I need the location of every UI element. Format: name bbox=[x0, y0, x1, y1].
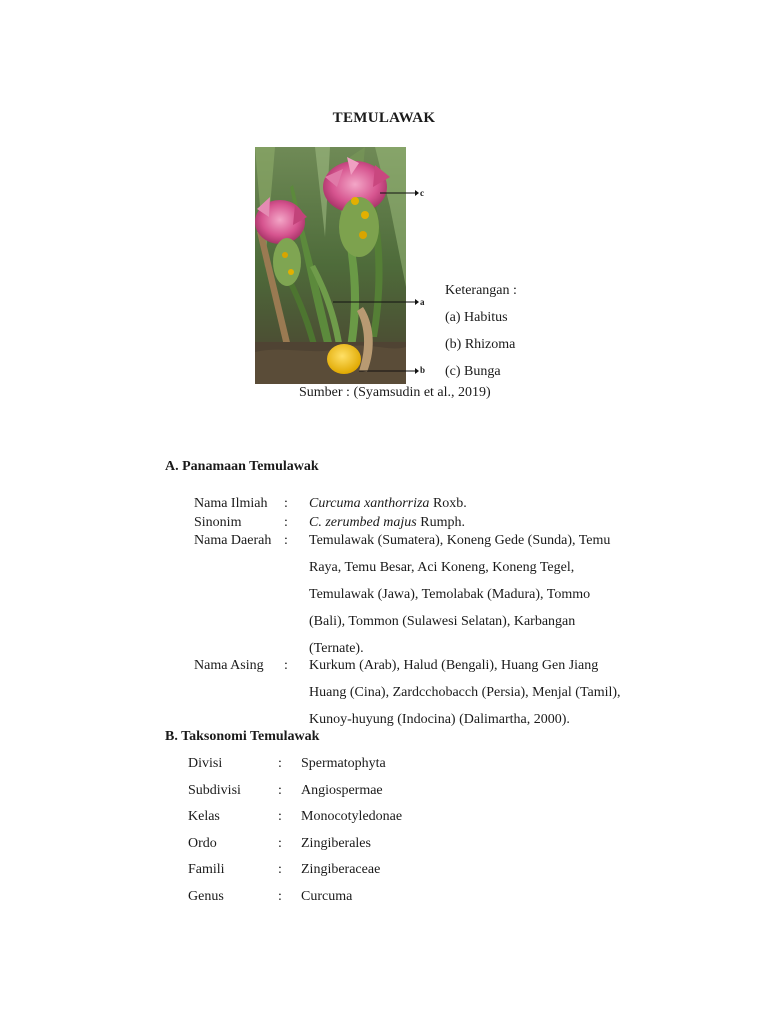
colon: : bbox=[278, 862, 282, 878]
figure-legend bbox=[445, 277, 517, 385]
taxonomy-row bbox=[188, 809, 488, 836]
nama-asing-value bbox=[309, 658, 654, 732]
nama-daerah-line: (Bali), Tommon (Sulawesi Selatan), Karbangan bbox=[309, 614, 576, 629]
taxonomy-value: Angiospermae bbox=[301, 782, 383, 798]
taxonomy-row bbox=[188, 836, 488, 863]
taxonomy-rank: Divisi bbox=[188, 756, 223, 771]
colon: : bbox=[278, 888, 282, 904]
sinonim-value: C. zerumbed majus Rumph. bbox=[309, 515, 465, 530]
taxonomy-rank: Subdivisi bbox=[188, 782, 241, 798]
taxonomy-table bbox=[188, 756, 488, 916]
taxonomy-rank: Ordo bbox=[188, 835, 217, 851]
legend-item-rhizoma: (b) Rhizoma bbox=[445, 337, 516, 352]
taxonomy-value: Zingiberaceae bbox=[301, 862, 381, 878]
colon: : bbox=[278, 782, 282, 798]
section-b-heading: B. Taksonomi Temulawak bbox=[165, 729, 320, 744]
callout-lines bbox=[405, 185, 435, 380]
colon: : bbox=[278, 809, 282, 825]
nama-daerah-line: Temulawak (Jawa), Temolabak (Madura), Tommo bbox=[309, 587, 591, 602]
nama-daerah-value bbox=[309, 533, 654, 661]
taxonomy-row bbox=[188, 862, 488, 889]
callout-c-label: c bbox=[420, 188, 424, 198]
taxonomy-row bbox=[188, 756, 488, 783]
page-title: TEMULAWAK bbox=[332, 110, 436, 126]
taxonomy-row bbox=[188, 783, 488, 810]
nama-daerah-line: Temulawak (Sumatera), Koneng Gede (Sunda), Temu bbox=[309, 533, 611, 548]
nama-daerah-line: (Ternate). bbox=[309, 641, 364, 656]
colon: : bbox=[284, 496, 288, 511]
section-a-heading: A. Panamaan Temulawak bbox=[165, 459, 319, 474]
taxonomy-rank: Famili bbox=[188, 862, 225, 878]
nama-daerah-line: Raya, Temu Besar, Aci Koneng, Koneng Tegel, bbox=[309, 560, 575, 575]
legend-item-habitus: (a) Habitus bbox=[445, 310, 508, 325]
colon: : bbox=[278, 756, 282, 771]
taxonomy-row bbox=[188, 889, 488, 916]
legend-item-bunga: (c) Bunga bbox=[445, 364, 501, 379]
nama-ilmiah-value: Curcuma xanthorriza Roxb. bbox=[309, 496, 467, 511]
taxonomy-rank: Genus bbox=[188, 888, 224, 904]
temulawak-photo bbox=[255, 147, 406, 384]
colon: : bbox=[284, 533, 288, 548]
callout-a-label: a bbox=[420, 297, 425, 307]
nama-asing-line: Huang (Cina), Zardcchobacch (Persia), Menjal (Tamil), bbox=[309, 685, 621, 700]
taxonomy-value: Spermatophyta bbox=[301, 756, 386, 771]
nama-ilmiah-label: Nama Ilmiah bbox=[194, 496, 268, 511]
taxonomy-value: Zingiberales bbox=[301, 835, 371, 851]
colon: : bbox=[284, 515, 288, 530]
legend-heading: Keterangan : bbox=[445, 283, 517, 298]
colon: : bbox=[278, 835, 282, 851]
taxonomy-rank: Kelas bbox=[188, 809, 220, 825]
taxonomy-value: Monocotyledonae bbox=[301, 809, 403, 825]
nama-asing-line: Kurkum (Arab), Halud (Bengali), Huang Gen Jiang bbox=[309, 658, 599, 673]
figure-source: Sumber : (Syamsudin et al., 2019) bbox=[299, 385, 491, 400]
nama-daerah-label: Nama Daerah bbox=[194, 533, 272, 548]
colon: : bbox=[284, 658, 288, 673]
callout-b-label: b bbox=[420, 365, 426, 375]
taxonomy-value: Curcuma bbox=[301, 888, 353, 904]
nama-asing-line: Kunoy-huyung (Indocina) (Dalimartha, 2000). bbox=[309, 712, 570, 727]
sinonim-label: Sinonim bbox=[194, 515, 242, 530]
nama-asing-label: Nama Asing bbox=[194, 658, 264, 673]
